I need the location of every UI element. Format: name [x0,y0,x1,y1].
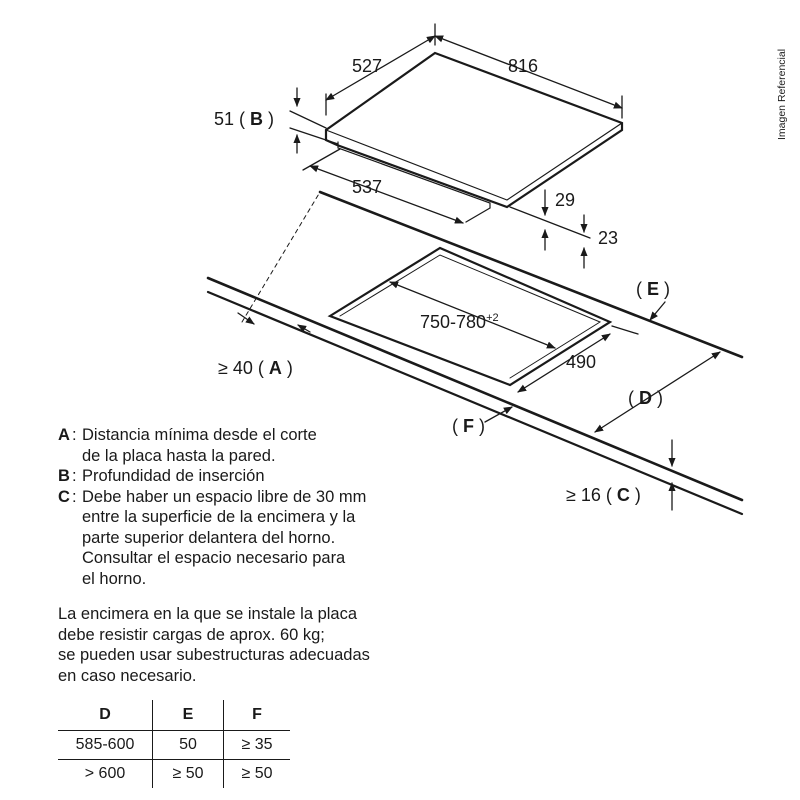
table-cell: ≥ 50 [153,760,224,789]
dim-527: 527 [352,56,383,76]
note-line: Debe haber un espacio libre de 30 mm [82,487,367,506]
paragraph-line: debe resistir cargas de aprox. 60 kg; [58,625,325,644]
note-line: Consultar el espacio necesario para [82,549,346,567]
dim-a-value: ≥ 40 ( A ) [218,358,293,378]
note-b: B : Profundidad de inserción [58,466,458,487]
note-line: entre la superficie de la encimera y la [82,508,356,526]
table-cell: 585-600 [58,731,153,760]
paragraph-line: se pueden usar subestructuras adecuadas [58,646,370,664]
table-header: E [153,700,224,731]
load-paragraph [58,604,370,686]
side-label: Imagen Referencial [776,48,788,140]
table-cell: ≥ 35 [224,731,291,760]
paragraph-line: en caso necesario. [58,666,197,685]
note-letter: A [58,426,70,444]
note-line: el horno. [82,569,147,588]
dim-c-value: ≥ 16 ( C ) [566,485,641,505]
dimension-table [58,700,290,788]
dim-490: 490 [566,352,597,372]
dim-29: 29 [555,190,576,210]
table-header: D [58,700,153,731]
wall-reference-line [242,192,320,322]
note-line: de la placa hasta la pared. [82,446,276,465]
dim-537: 537 [352,177,383,197]
dim-b-value: 51 ( B ) [214,109,275,129]
table-row [58,731,290,760]
table-cell: ≥ 50 [224,760,291,789]
dim-23: 23 [598,228,619,248]
note-letter: B [58,467,70,485]
label-e: ( E ) [636,279,671,299]
dim-cut-width: $750-780^{+2}$ [420,312,499,332]
label-f: ( F ) [452,416,485,436]
table-cell: > 600 [84,765,126,782]
note-a: A : Distancia mínima desde el corte de la placa hasta la pared. [58,425,458,466]
note-line: parte superior delantera del horno. [82,528,336,547]
note-letter: C [58,487,70,506]
table-cell: 50 [153,731,224,760]
table-header: F [224,700,291,731]
note-line: Distancia mínima desde el corte [82,426,317,444]
label-d: ( D ) [628,388,663,408]
note-c: C : Debe haber un espacio libre de 30 mm entre la superficie de la encimera y la parte superior delantera del horno. Consultar el espacio necesario para el horno. [58,487,458,590]
table-header-row [58,700,290,731]
dim-816: 816 [508,56,539,76]
paragraph-line: La encimera en la que se instale la placa [58,605,358,623]
note-line: Profundidad de inserción [82,467,265,485]
table-row [58,760,290,789]
notes-list [58,425,458,589]
